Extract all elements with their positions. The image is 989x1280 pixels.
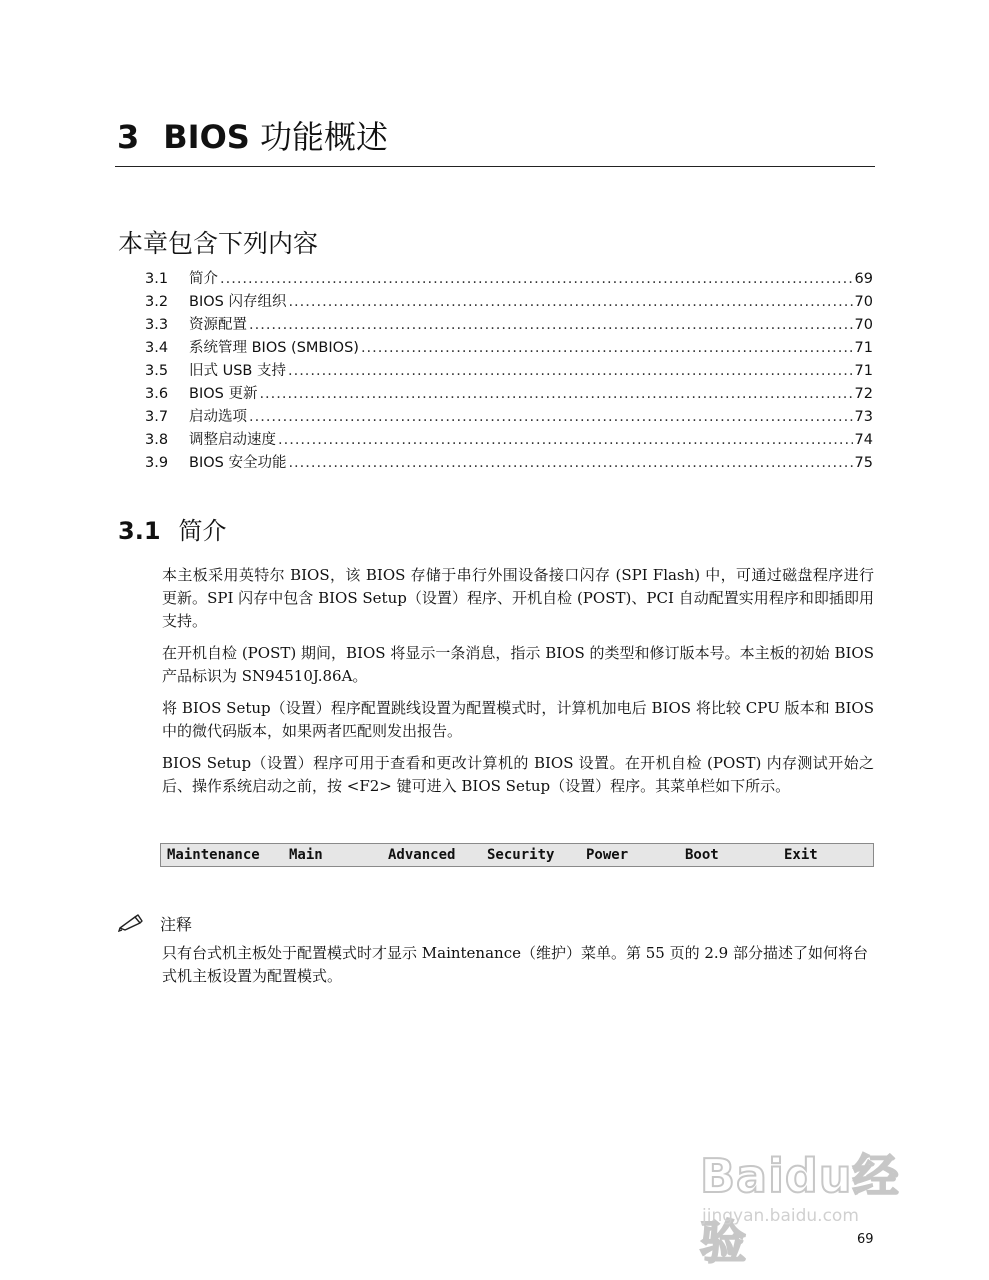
toc-entry-title: BIOS 更新 [189,386,258,402]
toc-entry-title: BIOS 安全功能 [189,455,287,471]
page-number: 69 [857,1232,874,1247]
toc-entry-page: 69 [854,271,873,287]
toc-entry[interactable] [145,406,873,429]
chapter-title-bios: BIOS [163,118,250,156]
toc-entry-number: 3.3 [145,317,169,333]
toc-leader-dots [288,452,852,475]
watermark-brand: Baidu经验 [700,1149,900,1269]
paragraph: 在开机自检 (POST) 期间，BIOS 将显示一条消息，指示 BIOS 的类型和修订版本号。本主板的初始 BIOS 产品标识为 SN94510J.86A。 [162,644,874,685]
toc-entry-page: 71 [854,340,873,356]
toc-leader-dots [288,360,853,383]
toc-heading: 本章包含下列内容 [118,229,319,258]
pencil-icon [118,914,144,932]
chapter-number: 3 [117,118,140,156]
toc-entry[interactable] [145,291,873,314]
toc-entry[interactable] [145,383,873,406]
note-header [118,910,874,936]
toc-entry[interactable] [145,314,873,337]
watermark-url: jingyan.baidu.com [702,1206,859,1226]
menu-advanced[interactable]: Advanced [388,847,456,863]
toc-entry-page: 74 [854,432,873,448]
toc-entry[interactable] [145,268,873,291]
toc-entry-title: BIOS 闪存组织 [189,294,287,310]
table-of-contents [145,268,873,475]
toc-entry-number: 3.2 [145,294,169,310]
toc-entry-number: 3.9 [145,455,169,471]
toc-entry-page: 75 [854,455,873,471]
toc-entry[interactable] [145,360,873,383]
toc-entry-title: 启动选项 [189,409,247,425]
toc-entry-title: 系统管理 BIOS (SMBIOS) [189,340,359,356]
chapter-title-text: 功能概述 [259,118,388,156]
toc-leader-dots [249,406,853,429]
menu-power[interactable]: Power [586,847,629,863]
paragraph: 将 BIOS Setup（设置）程序配置跳线设置为配置模式时，计算机加电后 BIOS 将比较 CPU 版本和 BIOS 中的微代码版本，如果两者匹配则发出报告。 [162,699,874,740]
title-divider [115,166,875,167]
toc-entry-page: 70 [854,294,873,310]
toc-leader-dots [361,337,853,360]
toc-entry-title: 简介 [189,271,218,287]
toc-entry[interactable] [145,337,873,360]
toc-leader-dots [220,268,853,291]
note-text: 只有台式机主板处于配置模式时才显示 Maintenance（维护）菜单。第 55 页的 2.9 部分描述了如何将台式机主板设置为配置模式。 [162,944,868,985]
section-heading [118,513,227,549]
menu-maintenance[interactable]: Maintenance [167,847,260,863]
menu-boot[interactable]: Boot [685,847,719,863]
chapter-title [117,114,388,160]
section-body [162,564,874,807]
section-title: 简介 [178,517,227,545]
menu-exit[interactable]: Exit [784,847,818,863]
section-number: 3.1 [118,517,161,545]
paragraph: 本主板采用英特尔 BIOS，该 BIOS 存储于串行外围设备接口闪存 (SPI Flash) 中，可通过磁盘程序进行更新。SPI 闪存中包含 BIOS Setup（设置）程序、开机自检 (POST)、PCI 自动配置实用程序和即插即用支持。 [162,566,874,630]
toc-entry-page: 70 [854,317,873,333]
toc-entry-number: 3.8 [145,432,169,448]
toc-leader-dots [278,429,853,452]
toc-entry-page: 72 [854,386,873,402]
toc-leader-dots [288,291,852,314]
toc-entry[interactable] [145,429,873,452]
toc-entry-page: 73 [854,409,873,425]
toc-entry-title: 资源配置 [189,317,247,333]
menu-security[interactable]: Security [487,847,555,863]
toc-leader-dots [249,314,853,337]
toc-entry-page: 71 [854,363,873,379]
toc-entry-number: 3.1 [145,271,169,287]
menu-main[interactable]: Main [289,847,323,863]
toc-entry-number: 3.4 [145,340,169,356]
baidu-watermark [700,1140,940,1269]
note-block [118,910,874,988]
paragraph: BIOS Setup（设置）程序可用于查看和更改计算机的 BIOS 设置。在开机自检 (POST) 内存测试开始之后、操作系统启动之前，按 <F2> 键可进入 BIOS Setup（设置）程序。其菜单栏如下所示。 [162,754,874,795]
toc-entry-title: 调整启动速度 [189,432,276,448]
toc-leader-dots [259,383,852,406]
toc-entry-number: 3.5 [145,363,169,379]
toc-entry-title: 旧式 USB 支持 [189,363,286,379]
toc-entry-number: 3.7 [145,409,169,425]
bios-menu-bar [160,843,874,867]
note-label: 注释 [160,914,193,934]
toc-entry-number: 3.6 [145,386,169,402]
toc-entry[interactable] [145,452,873,475]
